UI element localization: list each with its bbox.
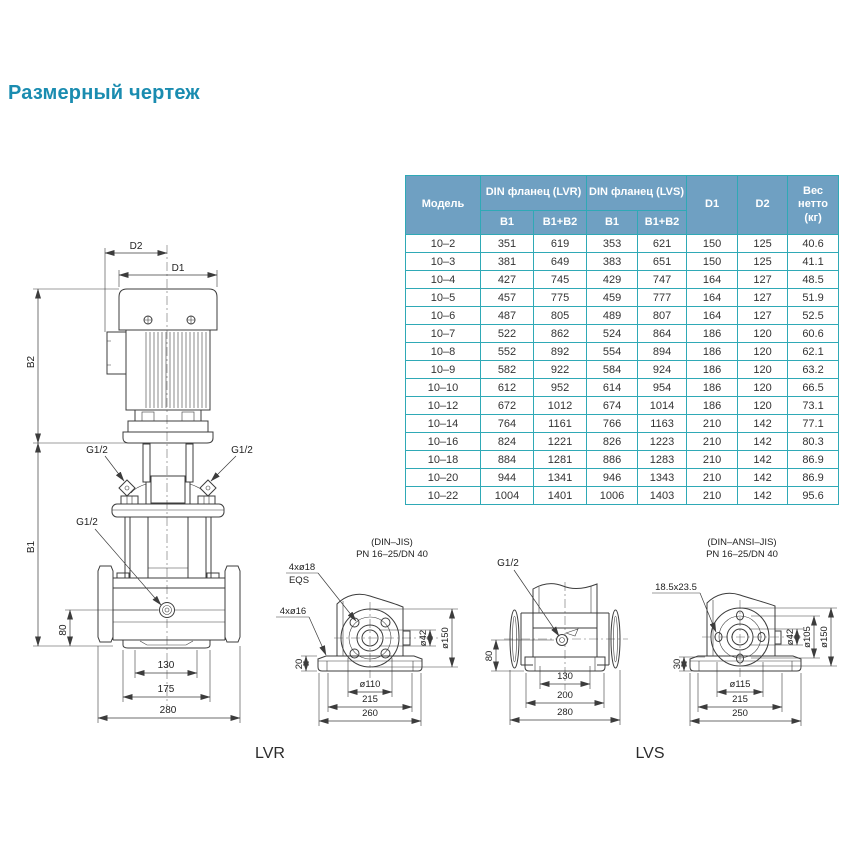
table-cell: 142 [738, 469, 788, 487]
table-cell: 621 [638, 235, 687, 253]
col-group-din-lvs: DIN фланец (LVS) [587, 176, 687, 211]
dim-250: 250 [732, 708, 748, 719]
table-cell: 10–4 [406, 271, 481, 289]
table-cell: 864 [638, 325, 687, 343]
table-cell: 862 [534, 325, 587, 343]
dim-200-lvs: 200 [557, 690, 573, 701]
col-header-b1b2-lvs: B1+B2 [638, 211, 687, 235]
dim-d105: ø105 [802, 626, 813, 648]
lvs-side-title: (DIN–ANSI–JIS) [707, 537, 777, 548]
dim-d42-lvs: ø42 [785, 628, 796, 646]
table-cell: 1221 [534, 433, 587, 451]
table-cell: 10–18 [406, 451, 481, 469]
dimension-table-wrap [405, 175, 838, 505]
table-cell: 522 [481, 325, 534, 343]
table-cell: 381 [481, 253, 534, 271]
table-cell: 10–2 [406, 235, 481, 253]
dim-d150: ø150 [440, 627, 451, 649]
caption-lvs: LVS [635, 745, 665, 762]
table-cell: 186 [687, 343, 738, 361]
table-cell: 766 [587, 415, 638, 433]
table-cell: 210 [687, 451, 738, 469]
table-row [406, 487, 839, 505]
table-cell: 210 [687, 433, 738, 451]
table-cell: 807 [638, 307, 687, 325]
table-cell: 457 [481, 289, 534, 307]
page-title: Размерный чертеж [8, 82, 200, 104]
table-cell: 429 [587, 271, 638, 289]
table-cell: 120 [738, 379, 788, 397]
table-cell: 747 [638, 271, 687, 289]
table-cell: 40.6 [788, 235, 839, 253]
table-cell: 1283 [638, 451, 687, 469]
lvr-side-subtitle: PN 16–25/DN 40 [356, 549, 428, 560]
table-cell: 946 [587, 469, 638, 487]
table-cell: 186 [687, 397, 738, 415]
table-cell: 10–8 [406, 343, 481, 361]
callout-g12-left: G1/2 [86, 445, 108, 456]
table-cell: 125 [738, 235, 788, 253]
table-cell: 1006 [587, 487, 638, 505]
table-cell: 614 [587, 379, 638, 397]
table-cell: 51.9 [788, 289, 839, 307]
lvs-side-view [652, 537, 837, 726]
table-cell: 884 [481, 451, 534, 469]
table-cell: 954 [638, 379, 687, 397]
col-group-din-lvr: DIN фланец (LVR) [481, 176, 587, 211]
table-cell: 10–7 [406, 325, 481, 343]
table-cell: 582 [481, 361, 534, 379]
table-cell: 120 [738, 361, 788, 379]
table-cell: 672 [481, 397, 534, 415]
table-cell: 651 [638, 253, 687, 271]
table-cell: 210 [687, 469, 738, 487]
table-cell: 922 [534, 361, 587, 379]
table-row [406, 307, 839, 325]
dim-215-lvs: 215 [732, 694, 748, 705]
callout-g12-drain: G1/2 [76, 517, 98, 528]
callout-slot: 18.5x23.5 [655, 582, 697, 593]
callout-4xd16: 4xø16 [279, 606, 307, 617]
table-cell: 52.5 [788, 307, 839, 325]
col-header-model: Модель [406, 176, 481, 235]
table-cell: 826 [587, 433, 638, 451]
table-cell: 427 [481, 271, 534, 289]
table-cell: 612 [481, 379, 534, 397]
lvr-side-title: (DIN–JIS) [371, 537, 413, 548]
dim-280-lvs: 280 [557, 707, 573, 718]
table-cell: 674 [587, 397, 638, 415]
table-row [406, 343, 839, 361]
col-header-b1-lvr: B1 [481, 211, 534, 235]
dim-130: 130 [157, 660, 175, 671]
table-cell: 1281 [534, 451, 587, 469]
table-cell: 353 [587, 235, 638, 253]
table-cell: 10–6 [406, 307, 481, 325]
table-cell: 1403 [638, 487, 687, 505]
table-cell: 164 [687, 307, 738, 325]
table-cell: 1163 [638, 415, 687, 433]
table-cell: 351 [481, 235, 534, 253]
table-cell: 95.6 [788, 487, 839, 505]
table-cell: 745 [534, 271, 587, 289]
table-cell: 924 [638, 361, 687, 379]
table-cell: 1004 [481, 487, 534, 505]
table-cell: 77.1 [788, 415, 839, 433]
dim-175: 175 [157, 684, 175, 695]
table-cell: 41.1 [788, 253, 839, 271]
callout-4xd18: 4xø18 [288, 562, 316, 573]
table-cell: 1223 [638, 433, 687, 451]
table-cell: 86.9 [788, 451, 839, 469]
table-cell: 487 [481, 307, 534, 325]
table-cell: 210 [687, 487, 738, 505]
table-cell: 63.2 [788, 361, 839, 379]
table-cell: 142 [738, 487, 788, 505]
dim-130-lvs: 130 [557, 671, 573, 682]
table-cell: 489 [587, 307, 638, 325]
table-cell: 186 [687, 325, 738, 343]
table-cell: 10–3 [406, 253, 481, 271]
table-cell: 1012 [534, 397, 587, 415]
table-cell: 952 [534, 379, 587, 397]
dim-b1: B1 [26, 540, 37, 554]
table-cell: 186 [687, 361, 738, 379]
table-cell: 619 [534, 235, 587, 253]
table-cell: 66.5 [788, 379, 839, 397]
table-cell: 164 [687, 289, 738, 307]
table-row [406, 289, 839, 307]
table-cell: 120 [738, 343, 788, 361]
table-cell: 649 [534, 253, 587, 271]
table-cell: 777 [638, 289, 687, 307]
table-cell: 120 [738, 325, 788, 343]
table-cell: 73.1 [788, 397, 839, 415]
table-cell: 459 [587, 289, 638, 307]
table-cell: 894 [638, 343, 687, 361]
table-cell: 164 [687, 271, 738, 289]
table-cell: 554 [587, 343, 638, 361]
table-row [406, 253, 839, 271]
table-cell: 120 [738, 397, 788, 415]
dim-d2: D2 [129, 241, 143, 252]
dim-d115: ø115 [729, 679, 751, 690]
table-cell: 86.9 [788, 469, 839, 487]
table-cell: 62.1 [788, 343, 839, 361]
callout-g12-lvs: G1/2 [497, 558, 519, 569]
table-cell: 775 [534, 289, 587, 307]
col-header-b1-lvs: B1 [587, 211, 638, 235]
table-cell: 10–14 [406, 415, 481, 433]
table-row [406, 415, 839, 433]
table-body [406, 235, 839, 505]
dim-20: 20 [294, 658, 305, 670]
table-row [406, 433, 839, 451]
table-cell: 127 [738, 307, 788, 325]
table-cell: 886 [587, 451, 638, 469]
dim-d150-lvs: ø150 [819, 626, 830, 648]
dim-b2: B2 [26, 355, 37, 369]
lvr-side-view [276, 537, 458, 726]
table-cell: 524 [587, 325, 638, 343]
col-header-b1b2-lvr: B1+B2 [534, 211, 587, 235]
dim-80-lvs: 80 [484, 650, 495, 662]
lvr-front-view [26, 241, 253, 723]
table-cell: 10–22 [406, 487, 481, 505]
table-cell: 80.3 [788, 433, 839, 451]
table-row [406, 469, 839, 487]
table-cell: 805 [534, 307, 587, 325]
table-cell: 127 [738, 289, 788, 307]
col-header-d1: D1 [687, 176, 738, 235]
table-row [406, 235, 839, 253]
table-cell: 1341 [534, 469, 587, 487]
table-row [406, 271, 839, 289]
table-row [406, 379, 839, 397]
table-cell: 210 [687, 415, 738, 433]
table-cell: 383 [587, 253, 638, 271]
dim-d1: D1 [171, 263, 185, 274]
table-cell: 1343 [638, 469, 687, 487]
table-cell: 824 [481, 433, 534, 451]
col-header-d2: D2 [738, 176, 788, 235]
caption-lvr: LVR [255, 745, 285, 762]
dim-30: 30 [672, 658, 683, 670]
table-cell: 10–20 [406, 469, 481, 487]
table-cell: 142 [738, 433, 788, 451]
table-cell: 944 [481, 469, 534, 487]
table-cell: 10–16 [406, 433, 481, 451]
table-cell: 552 [481, 343, 534, 361]
callout-eqs: EQS [288, 575, 310, 586]
lvs-side-subtitle: PN 16–25/DN 40 [706, 549, 778, 560]
table-cell: 186 [687, 379, 738, 397]
lvs-front-view [484, 558, 628, 725]
table-row [406, 397, 839, 415]
table-cell: 1014 [638, 397, 687, 415]
table-cell: 764 [481, 415, 534, 433]
table-row [406, 361, 839, 379]
table-cell: 10–5 [406, 289, 481, 307]
dim-215: 215 [362, 694, 378, 705]
table-cell: 60.6 [788, 325, 839, 343]
table-cell: 125 [738, 253, 788, 271]
table-row [406, 451, 839, 469]
table-cell: 10–9 [406, 361, 481, 379]
table-cell: 1401 [534, 487, 587, 505]
table-cell: 142 [738, 451, 788, 469]
table-cell: 48.5 [788, 271, 839, 289]
table-cell: 150 [687, 235, 738, 253]
callout-g12-right: G1/2 [231, 445, 253, 456]
table-cell: 1161 [534, 415, 587, 433]
dim-d110: ø110 [359, 679, 381, 690]
table-cell: 10–12 [406, 397, 481, 415]
table-cell: 892 [534, 343, 587, 361]
dim-80: 80 [58, 624, 69, 636]
table-row [406, 325, 839, 343]
dim-d42: ø42 [418, 629, 429, 647]
col-header-weight: Вес нетто (кг) [788, 176, 839, 235]
table-cell: 142 [738, 415, 788, 433]
dimension-table [405, 175, 839, 505]
table-cell: 10–10 [406, 379, 481, 397]
dim-280: 280 [159, 705, 177, 716]
table-cell: 584 [587, 361, 638, 379]
table-cell: 150 [687, 253, 738, 271]
dim-260: 260 [362, 708, 378, 719]
table-cell: 127 [738, 271, 788, 289]
